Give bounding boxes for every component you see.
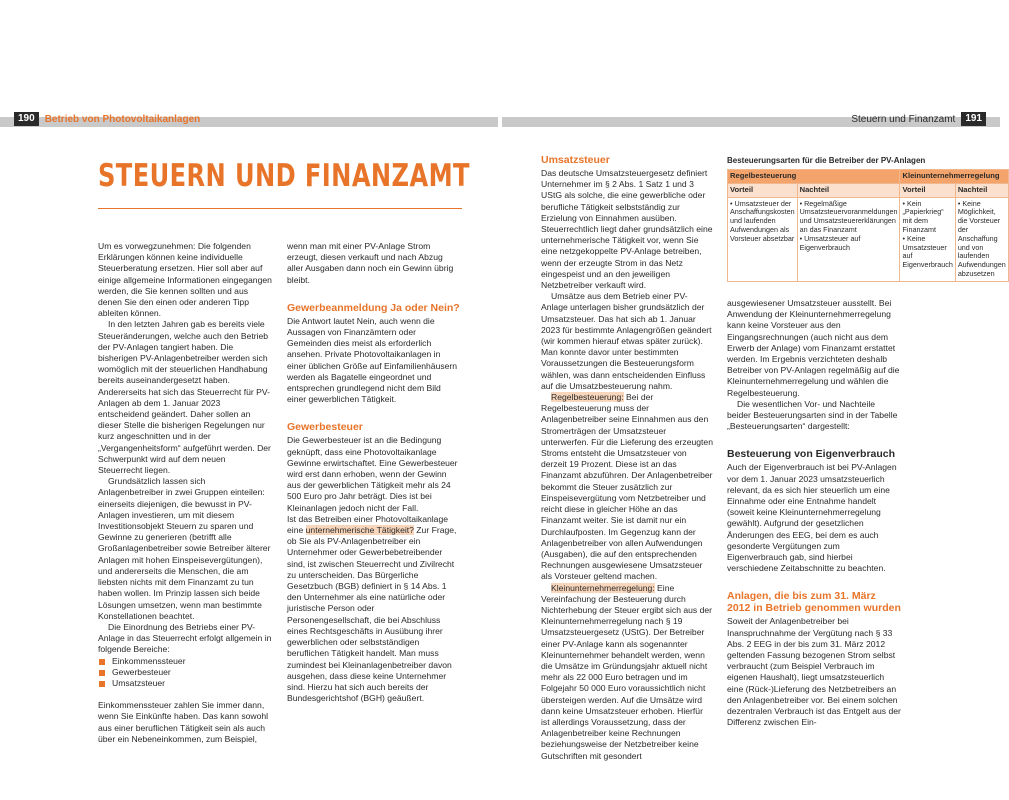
paragraph <box>541 583 713 762</box>
heading-gewerbeanmeldung: Gewerbeanmeldung Ja oder Nein? <box>287 301 460 314</box>
text-run: Bei der Regelbesteuerung muss der Anlagenbetreiber seine Einnahmen aus den Stromerträgen der Umsatzsteuer unterwerfen. Für die Lieferung des erzeugten Stroms entsteht die Umsatzsteuer von derzeit 19 Prozent. Diese ist an das Finanzamt abzuführen. Der Anlagenbetreiber bekommt die Steuer zusätzlich zur Einspeisevergütung vom Netzbetreiber und reicht diese in gleicher Höhe an das Finanzamt weiter. Sie ist damit nur ein Durchlaufposten. Im Gegenzug kann der Anlagenbetreiber von allen Aufwendungen (Ausgaben), die auf den entsprechenden Rechnungen ausgewiesene Umsatzsteuer als Vorsteuer geltend machen. <box>541 392 713 582</box>
paragraph <box>541 392 713 582</box>
text-run: Zur Frage, ob Sie als PV-Anlagenbetreiber ein Unternehmer oder Gewerbebetreibender sind, ist zwischen Steuerrecht und Zivilrecht zu unterscheiden. Das Bürgerliche Gesetzbuch (BGB) definiert in § 14 Abs. 1 den Unternehmer als eine natürliche oder juristische Person oder Personengesellschaft, die bei Abschluss eines Rechtsgeschäfts in Ausübung ihrer gewerblichen oder selbstständigen beruflichen Tätigkeit handelt. Man muss zumindest bei Kleinanlagenbetreiber davon ausgehen, dass diese keine Unternehmer sind. Hierzu hat sich auch bereits der Bundesgerichtshof (BGH) geäußert. <box>287 525 457 704</box>
paragraph: Grundsätzlich lassen sich Anlagenbetreiber in zwei Gruppen einteilen: einerseits diejenigen, die bewusst in PV-Anlagen investieren, um mit diesem Investitionsobjekt Steuern zu sparen und Gewinne zu generieren (betrifft alle Großanlagenbetreiber sowie Betreiber älterer Anlagen mit hohen Einspeisevergütungen), und andererseits die Menschen, die am liebsten nichts mit dem Finanzamt zu tun haben wollen. Im Prinzip lassen sich beide Lösungen umsetzen, wenn man bestimmte Konstellationen beachtet. <box>98 476 271 621</box>
table-cell: • Regelmäßige Umsatzsteuervoranmeldungen und Umsatzsteuererklärungen an das Finanzamt • Umsatzsteuer auf Eigenverbrauch <box>797 197 900 281</box>
paragraph: Die wesentlichen Vor- und Nachteile beider Besteuerungsarten sind in der Tabelle „Besteuerungsarten“ dargestellt: <box>727 398 898 432</box>
heading-anlagen-2012: Anlagen, die bis zum 31. März 2012 in Betrieb genommen wurden <box>727 590 901 615</box>
paragraph: ausgewiesener Umsatzsteuer ausstellt. Bei Anwendung der Kleinunternehmerregelung kann keine Vorsteuer aus den Eingangsrechnungen (auch nicht aus dem Erwerb der Anlage) vom Finanzamt erstattet werden. Im Ergebnis verzichteten deshalb Betreiber von PV-Anlagen regelmäßig auf die Kleinunternehmerregelung und wählen die Regelbesteuerung. <box>727 298 900 398</box>
list-item: Umsatzsteuer <box>98 678 272 689</box>
paragraph: Die Einordnung des Betriebs einer PV-Anlage in das Steuerrecht erfolgt allgemein in folgende Bereiche: <box>98 621 272 655</box>
table-column-header: Nachteil <box>797 183 900 197</box>
tax-type-table <box>727 169 1009 282</box>
heading-umsatzsteuer: Umsatzsteuer <box>541 154 610 166</box>
right-page-header <box>851 112 986 126</box>
table-title: Besteuerungsarten für die Betreiber der PV-Anlagen <box>727 156 926 165</box>
column-4 <box>727 298 901 729</box>
right-running-title: Steuern und Finanzamt <box>851 113 956 125</box>
paragraph <box>287 514 461 704</box>
paragraph: wenn man mit einer PV-Anlage Strom erzeugt, diesen verkauft und nach Abzug aller Ausgaben dann noch ein Gewinn übrig bleibt. <box>287 241 454 285</box>
table-column-header: Vorteil <box>900 183 955 197</box>
highlight-regelbesteuerung: Regelbesteuerung: <box>551 392 624 403</box>
paragraph: Einkommenssteuer zahlen Sie immer dann, wenn Sie Einkünfte haben. Das kann sowohl aus einer beruflichen Tätigkeit sein als auch über ein Nebeneinkommen, zum Beispiel, <box>98 700 269 744</box>
table-column-header: Vorteil <box>728 183 798 197</box>
tax-type-table-box <box>727 156 1006 282</box>
table-column-header: Nachteil <box>955 183 1008 197</box>
table-group-header: Kleinunternehmerregelung <box>900 170 1008 184</box>
title-rule <box>98 208 462 209</box>
list-item: Einkommenssteuer <box>98 656 272 667</box>
text-run: Ist das Betreiben einer Photovoltaikanlage eine <box>287 513 448 536</box>
column-3 <box>541 154 713 762</box>
table-cell: • Umsatzsteuer der Anschaffungskosten und laufenden Aufwendungen als Vorsteuer absetzbar <box>728 197 798 281</box>
heading-gewerbesteuer: Gewerbesteuer <box>287 421 363 434</box>
chapter-title: STEUERN UND FINANZAMT <box>98 158 470 194</box>
column-2 <box>287 241 461 704</box>
table-group-header: Regelbesteuerung <box>728 170 900 184</box>
paragraph: Soweit der Anlagenbetreiber bei Inanspruchnahme der Vergütung nach § 33 Abs. 2 EEG in der bis zum 31. März 2012 geltenden Fassung bezogenen Strom selbst verbraucht (zum Beispiel Verbrauch im eigenen Haushalt), liegt umsatzsteuerlich eine (Rück-)Lieferung des Netzbetreibers an den Anlagenbetreiber vor. Bei einem solchen dezentralen Verbrauch ist das Entgelt aus der Differenz zwischen Ein- <box>727 616 901 728</box>
heading-eigenverbrauch: Besteuerung von Eigenverbrauch <box>727 448 896 461</box>
left-running-title: Betrieb von Photovoltaikanlagen <box>44 113 201 125</box>
paragraph: Um es vorwegzunehmen: Die folgenden Erklärungen können keine individuelle Steuerberatung ersetzen. Hier soll aber auf einige allgemeine Informationen eingegangen werden, die Sie kennen sollten und aus denen Sie den einen oder anderen Tipp ableiten können. <box>98 241 272 319</box>
tax-area-list <box>98 656 272 690</box>
paragraph: Die Gewerbesteuer ist an die Bedingung geknüpft, dass eine Photovoltaikanlage Gewinne erwirtschaftet. Eine Gewerbesteuer wird erst dann erhoben, wenn der Gewinn aus der gewerblichen Tätigkeit mehr als 24 500 Euro pro Jahr beträgt. Dies ist bei Kleinanlagen jedoch nicht der Fall. <box>287 435 458 513</box>
paragraph: Die Antwort lautet Nein, auch wenn die Aussagen von Finanzämtern oder Gemeinden dies meist als erforderlich ansehen. Private Photovoltaikanlagen in einer üblichen Größe auf Einfamilienhäusern werden als Bagatelle eingeordnet und entsprechen grundlegend nicht dem Bild einer gewerblichen Tätigkeit. <box>287 315 458 405</box>
left-page-header <box>14 112 200 126</box>
text-run: Eine Vereinfachung der Besteuerung durch Nichterhebung der Steuer ergibt sich aus der Kleinunternehmerregelung nach § 19 Umsatzsteuergesetz (UStG). Der Betreiber einer PV-Anlage kann als sogenannter Kleinunternehmer behandelt werden, wenn die Umsätze im Gründungsjahr aktuell nicht mehr als 22 000 Euro betragen und im Folgejahr 50 000 Euro voraussichtlich nicht übersteigen werden. Auf die Umsätze wird dann keine Umsatzsteuer erhoben. Hierfür ist allerdings Voraussetzung, dass der Anlagenbetreiber keine Rechnungen beziehungsweise der Netzbetreiber keine Gutschriften mit gesondert <box>541 582 713 761</box>
paragraph: Umsätze aus dem Betrieb einer PV-Anlage unterlagen bisher grundsätzlich der Umsatzsteuer. Das hat sich ab 1. Januar 2023 für bestimmte Anlagengrößen geändert (wir kommen hierauf etwas später zurück). Man konnte davor unter bestimmten Voraussetzungen die Besteuerungsform wählen, was dann entscheidenden Einfluss auf die Umsatzbesteuerung nahm. <box>541 291 712 391</box>
highlight-unternehmerisch: unternehmerische Tätigkeit? <box>305 525 414 536</box>
left-page-number: 190 <box>14 112 39 126</box>
paragraph: Auch der Eigenverbrauch ist bei PV-Anlagen vor dem 1. Januar 2023 umsatzsteuerlich relevant, da es sich hier steuerlich um eine Einnahme oder eine Entnahme handelt (soweit keine Kleinunternehmerregelung gewählt). Aufgrund der gesetzlichen Änderungen des EEG, bei dem es auch gesonderte Vergütungen zum Eigenverbrauch gab, sind hierbei verschiedene Zeitabschnitte zu beachten. <box>727 462 897 574</box>
column-1 <box>98 241 272 745</box>
paragraph: In den letzten Jahren gab es bereits viele Steueränderungen, welche auch den Betrieb der PV-Anlagen tangiert haben. Die bisherigen PV-Anlagenbetreiber werden sich womöglich mit der steuerlichen Handhabung bereits auseinandergesetzt haben. Andererseits hat sich das Steuerrecht für PV-Anlagen ab dem 1. Januar 2023 entscheidend geändert. Daher sollen an dieser Stelle die bisherigen Regelungen nur kurz angeschnitten und in der „Vergangenheitsform“ aufgeführt werden. Der Schwerpunkt wird auf dem neuen Steuerrecht liegen. <box>98 319 271 476</box>
right-page-number: 191 <box>961 112 986 126</box>
table-cell: • Keine Möglichkeit, die Vorsteuer der Anschaffung und von laufenden Aufwendungen abzusetzen <box>955 197 1008 281</box>
list-item: Gewerbesteuer <box>98 667 272 678</box>
paragraph: Das deutsche Umsatzsteuergesetz definiert Unternehmer im § 2 Abs. 1 Satz 1 und 3 UStG als solche, die eine gewerbliche oder berufliche Tätigkeit selbstständig zur Erzielung von Einnahmen ausüben. Steuerrechtlich liegt daher grundsätzlich eine unternehmerische Tätigkeit vor, wenn Sie eine netzgekoppelte PV-Anlage betreiben, wenn der erzeugte Strom in das Netz eingespeist und an den jeweiligen Netzbetreiber verkauft wird. <box>541 168 713 291</box>
highlight-kleinunternehmer: Kleinunternehmerregelung: <box>551 582 655 593</box>
table-cell: • Kein „Papierkrieg“ mit dem Finanzamt • Keine Umsatzsteuer auf Eigenverbrauch <box>900 197 955 281</box>
